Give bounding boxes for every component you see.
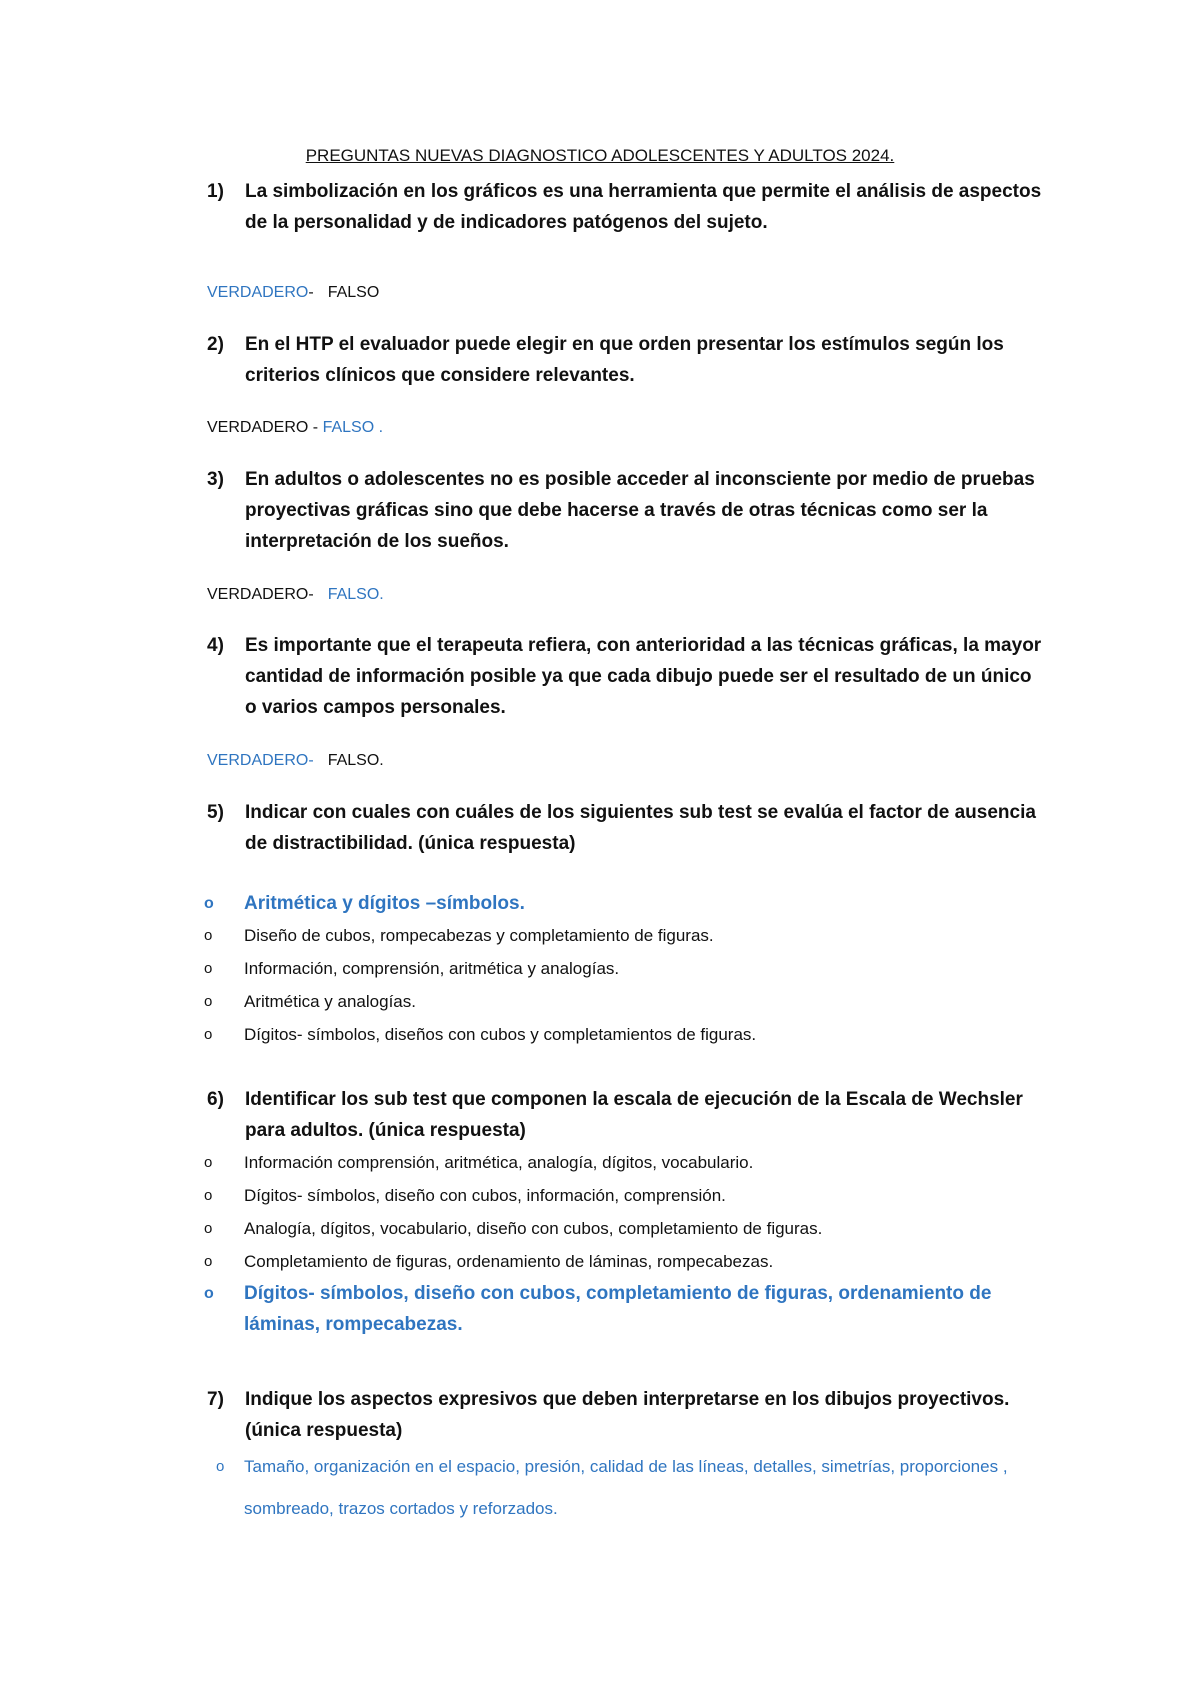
- bullet-icon: o: [204, 1220, 213, 1237]
- options-list-7: [214, 1446, 1050, 1530]
- question-text: Indique los aspectos expresivos que deben interpretarse en los dibujos proyectivos. (única respuesta): [245, 1389, 1010, 1441]
- question-number: 4): [207, 635, 224, 656]
- answer-2: [207, 418, 383, 438]
- bullet-icon: o: [204, 1187, 213, 1204]
- answer-4: [207, 751, 384, 771]
- option: [200, 985, 1050, 1018]
- document-title: PREGUNTAS NUEVAS DIAGNOSTICO ADOLESCENTES Y ADULTOS 2024.: [305, 146, 895, 165]
- question-number: 5): [207, 802, 224, 823]
- question-number: 1): [207, 181, 224, 202]
- option: [200, 1018, 1050, 1051]
- question-text: Identificar los sub test que componen la escala de ejecución de la Escala de Wechsler para adultos. (única respuesta): [245, 1089, 1023, 1141]
- question-text: Es importante que el terapeuta refiera, con anterioridad a las técnicas gráficas, la mayor cantidad de información posible ya que cada dibujo puede ser el resultado de un único o varios campos personales.: [245, 635, 1042, 718]
- option-text: Aritmética y analogías.: [244, 992, 416, 1011]
- question-6: [207, 1084, 1047, 1146]
- question-3: [207, 464, 1047, 557]
- option-text: Analogía, dígitos, vocabulario, diseño con cubos, completamiento de figuras.: [244, 1219, 823, 1238]
- question-7: [207, 1384, 1047, 1446]
- option-text: Aritmética y dígitos –símbolos.: [244, 893, 525, 914]
- option-text: Dígitos- símbolos, diseños con cubos y completamientos de figuras.: [244, 1025, 757, 1044]
- option-correct: [200, 1278, 1050, 1340]
- answer-verdadero: VERDADERO: [207, 752, 309, 769]
- bullet-icon: o: [204, 993, 213, 1010]
- answer-separator: -: [312, 419, 319, 436]
- question-number: 7): [207, 1389, 224, 1410]
- options-list-6: [200, 1146, 1050, 1340]
- answer-falso: FALSO.: [327, 752, 384, 769]
- option-correct: [214, 1446, 1050, 1530]
- option: [200, 1212, 1050, 1245]
- question-text: Indicar con cuales con cuáles de los siguientes sub test se evalúa el factor de ausencia de distractibilidad. (única respuesta): [245, 802, 1036, 854]
- question-2: [207, 329, 1047, 391]
- answer-falso: FALSO.: [327, 586, 384, 603]
- question-text: La simbolización en los gráficos es una herramienta que permite el análisis de aspectos de la personalidad y de indicadores patógenos del sujeto.: [245, 181, 1042, 233]
- answer-verdadero: VERDADERO: [207, 284, 309, 301]
- option-text: Dígitos- símbolos, diseño con cubos, información, comprensión.: [244, 1186, 726, 1205]
- answer-verdadero: VERDADERO: [207, 586, 309, 603]
- bullet-icon: o: [204, 895, 214, 912]
- answer-3: [207, 585, 384, 605]
- bullet-icon: o: [204, 1253, 213, 1270]
- answer-separator: -: [308, 586, 314, 603]
- answer-separator: -: [308, 752, 314, 769]
- option-text: Información, comprensión, aritmética y analogías.: [244, 959, 620, 978]
- options-list-5: [200, 888, 1050, 1051]
- bullet-icon: o: [204, 1154, 213, 1171]
- answer-falso: FALSO .: [322, 419, 384, 436]
- question-number: 3): [207, 469, 224, 490]
- answer-falso: FALSO: [327, 284, 380, 301]
- option-text: Completamiento de figuras, ordenamiento de láminas, rompecabezas.: [244, 1252, 774, 1271]
- option: [200, 1179, 1050, 1212]
- option: [200, 1245, 1050, 1278]
- bullet-icon: o: [216, 1458, 225, 1475]
- bullet-icon: o: [204, 1026, 213, 1043]
- question-5: [207, 797, 1047, 859]
- bullet-icon: o: [204, 927, 213, 944]
- answer-separator: -: [308, 284, 314, 301]
- option-text: Diseño de cubos, rompecabezas y completamiento de figuras.: [244, 926, 714, 945]
- question-4: [207, 630, 1047, 723]
- bullet-icon: o: [204, 960, 213, 977]
- option-text: Información comprensión, aritmética, analogía, dígitos, vocabulario.: [244, 1153, 754, 1172]
- question-number: 6): [207, 1089, 224, 1110]
- option: [200, 919, 1050, 952]
- option: [200, 952, 1050, 985]
- bullet-icon: o: [204, 1285, 214, 1302]
- question-1: [207, 176, 1047, 238]
- option-text: Tamaño, organización en el espacio, presión, calidad de las líneas, detalles, simetrías, proporciones , sombreado, trazos cortados y reforzados.: [244, 1457, 1008, 1518]
- option: [200, 1146, 1050, 1179]
- answer-1: [207, 283, 379, 303]
- question-text: En adultos o adolescentes no es posible acceder al inconsciente por medio de pruebas proyectivas gráficas sino que debe hacerse a través de otras técnicas como ser la interpretación de los sueños.: [245, 469, 1035, 552]
- answer-verdadero: VERDADERO: [207, 419, 313, 436]
- option-text: Dígitos- símbolos, diseño con cubos, completamiento de figuras, ordenamiento de láminas, rompecabezas.: [244, 1283, 992, 1335]
- option-correct: [200, 888, 1050, 919]
- question-text: En el HTP el evaluador puede elegir en que orden presentar los estímulos según los criterios clínicos que considere relevantes.: [245, 334, 1004, 386]
- question-number: 2): [207, 334, 224, 355]
